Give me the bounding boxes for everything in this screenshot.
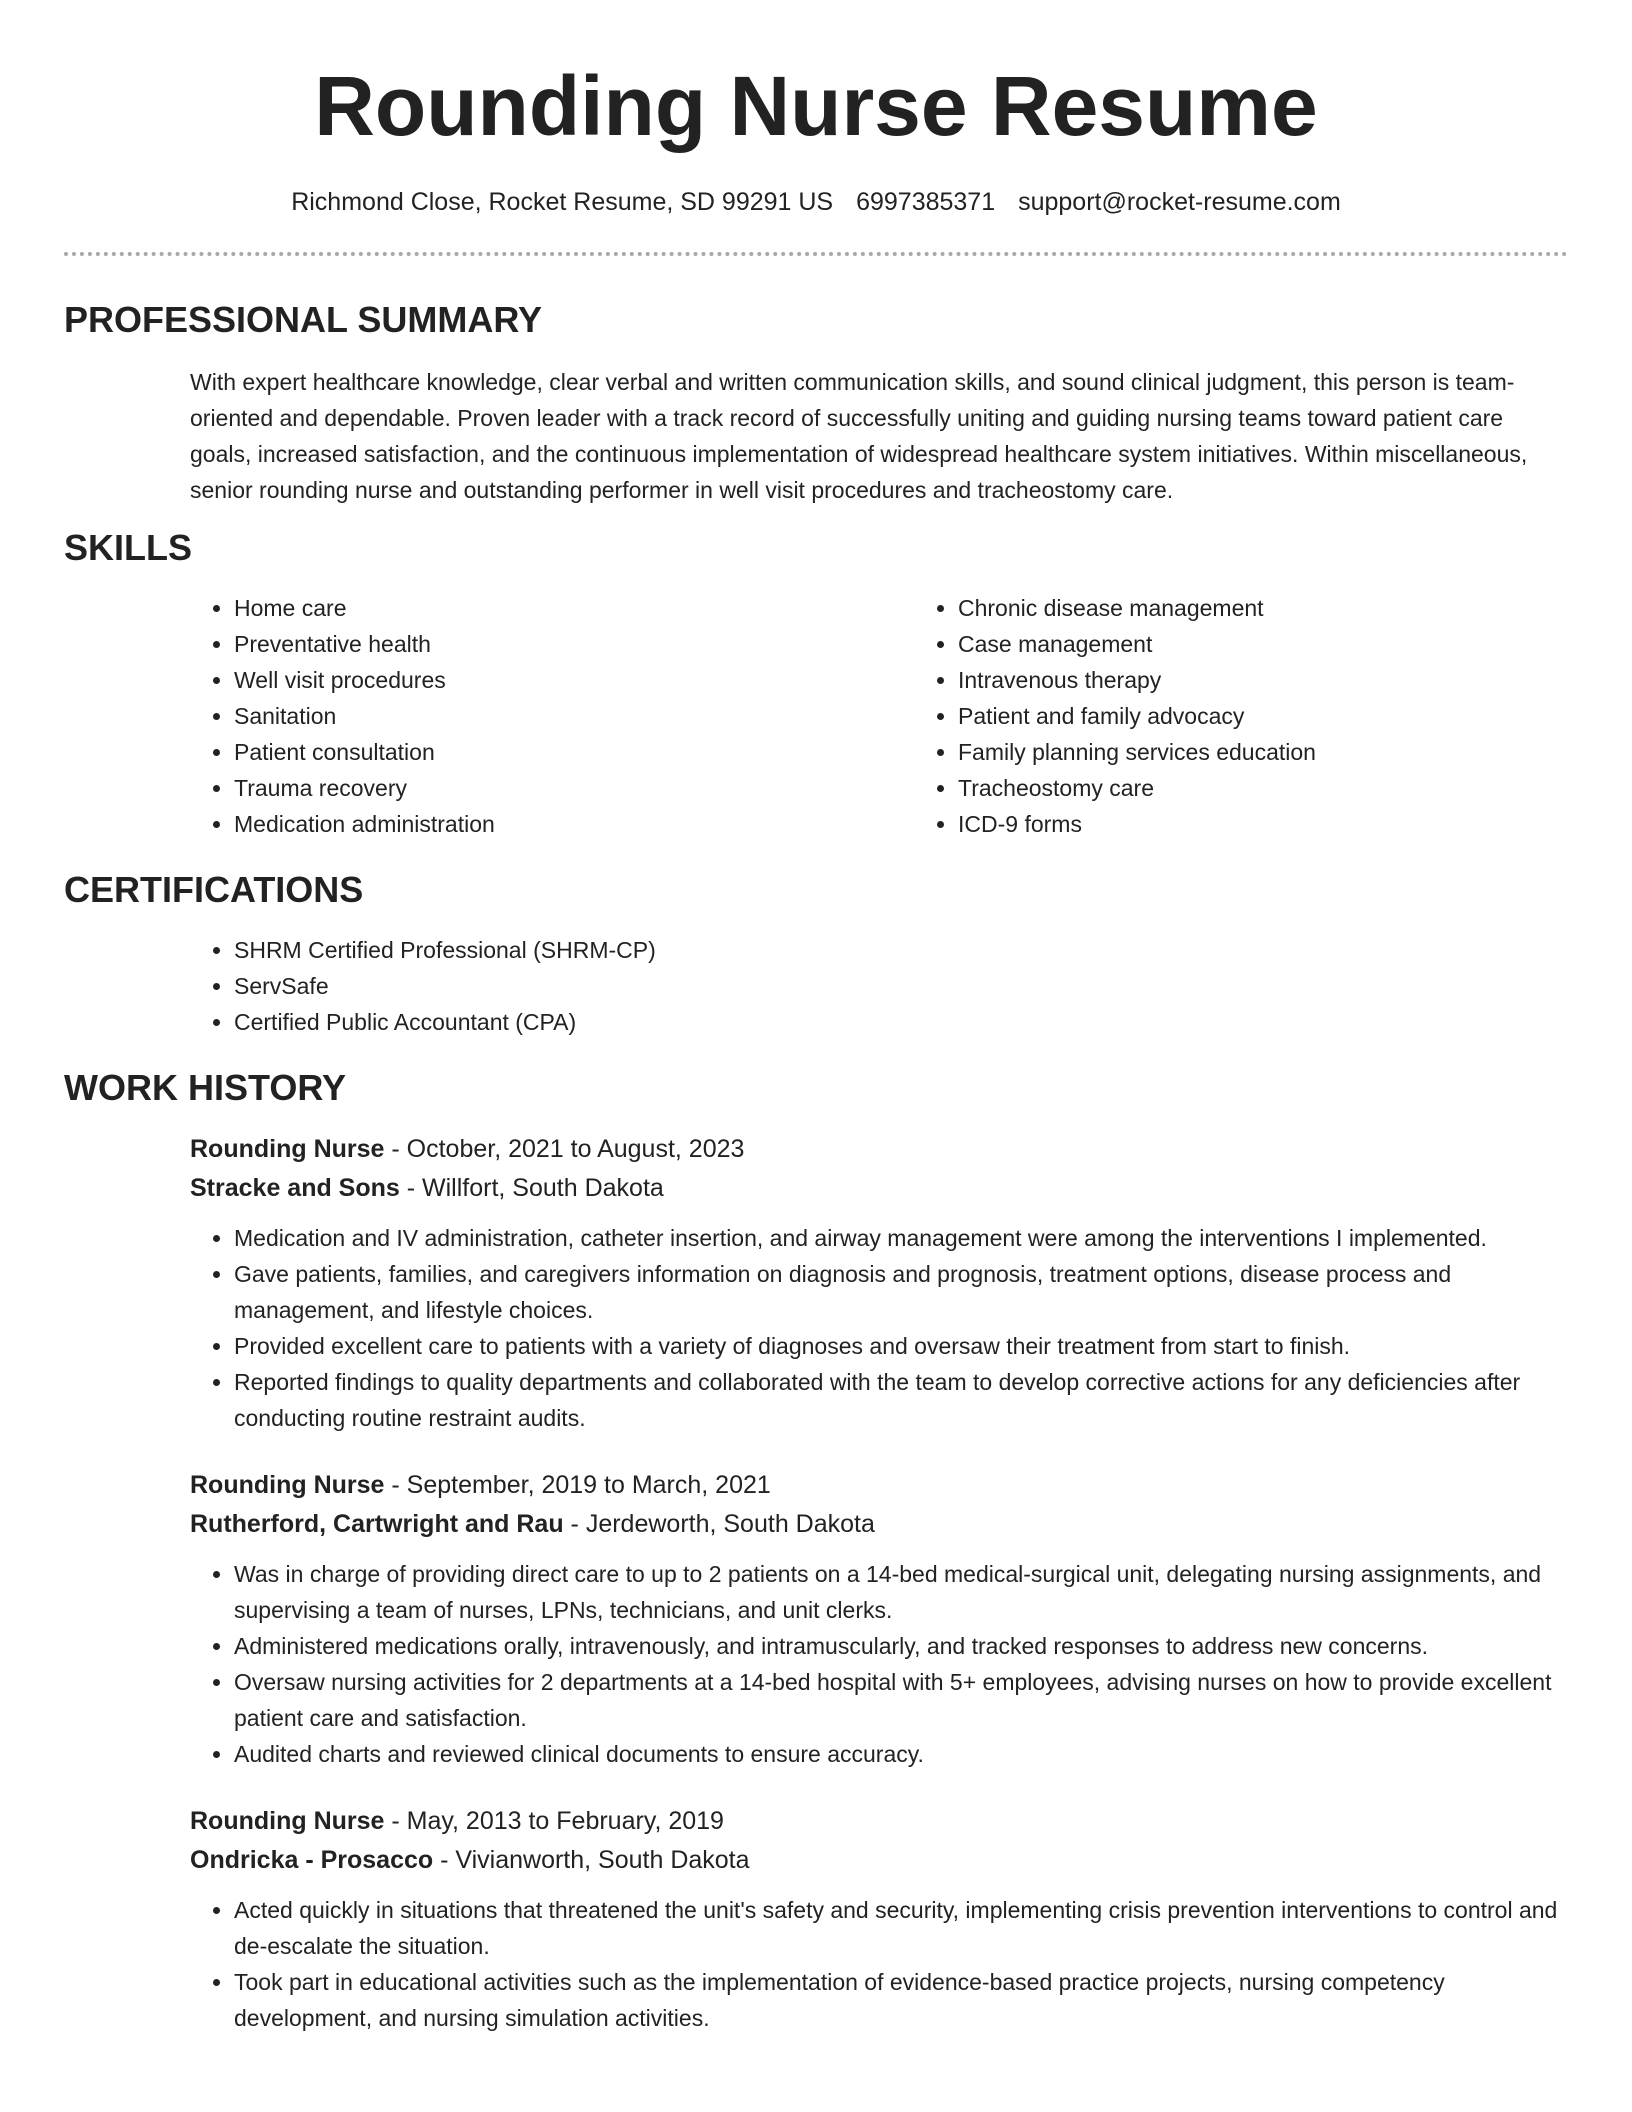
- job-duty: • Administered medications orally, intravenously, and intramuscularly, and tracked responses to address new concerns.: [234, 1628, 1568, 1664]
- skill-item: • Sanitation: [234, 698, 914, 734]
- job-entry: [190, 1130, 1568, 1436]
- skill-item: • Trauma recovery: [234, 770, 914, 806]
- skill-item: • Case management: [958, 626, 1632, 662]
- certification-item: • Certified Public Accountant (CPA): [234, 1004, 1568, 1040]
- skills-heading: SKILLS: [64, 527, 193, 568]
- job-company-line: [190, 1169, 1568, 1208]
- skills-columns: [190, 590, 1568, 842]
- job-duty: • Took part in educational activities such as the implementation of evidence-based practice projects, nursing competency development, and nursing simulation activities.: [234, 1964, 1568, 2036]
- skill-item: • Well visit procedures: [234, 662, 914, 698]
- job-dates: - October, 2021 to August, 2023: [384, 1135, 745, 1163]
- skill-item: • Preventative health: [234, 626, 914, 662]
- email: support@rocket-resume.com: [1018, 188, 1341, 216]
- skill-item: • Family planning services education: [958, 734, 1632, 770]
- job-location: - Jerdeworth, South Dakota: [563, 1510, 875, 1538]
- job-duty: • Audited charts and reviewed clinical documents to ensure accuracy.: [234, 1736, 1568, 1772]
- certification-item: • ServSafe: [234, 968, 1568, 1004]
- summary-text: With expert healthcare knowledge, clear verbal and written communication skills, and sound clinical judgment, this person is team-oriented and dependable. Proven leader with a track record of successfully uniting and guiding nursing teams toward patient care goals, increased satisfaction, and the continuous implementation of widespread healthcare system initiatives. Within miscellaneous, senior rounding nurse and outstanding performer in well visit procedures and tracheostomy care.: [190, 369, 1528, 503]
- skill-item: • Home care: [234, 590, 914, 626]
- address: Richmond Close, Rocket Resume, SD 99291 US: [291, 188, 834, 216]
- job-location: - Willfort, South Dakota: [399, 1174, 664, 1202]
- job-dates: - September, 2019 to March, 2021: [384, 1471, 771, 1499]
- job-company: Stracke and Sons: [190, 1174, 400, 1202]
- resume-title: Rounding Nurse Resume: [314, 59, 1318, 153]
- job-role: Rounding Nurse: [190, 1807, 385, 1835]
- work-history-heading: WORK HISTORY: [64, 1067, 347, 1108]
- job-duty: • Acted quickly in situations that threatened the unit's safety and security, implementing crisis prevention interventions to control and de-escalate the situation.: [234, 1892, 1568, 1964]
- job-duty: • Gave patients, families, and caregivers information on diagnosis and prognosis, treatment options, disease process and management, and lifestyle choices.: [234, 1256, 1568, 1328]
- contact-line: [64, 186, 1568, 218]
- job-company: Ondricka - Prosacco: [190, 1846, 434, 1874]
- job-company: Rutherford, Cartwright and Rau: [190, 1510, 564, 1538]
- job-duty: • Reported findings to quality departments and collaborated with the team to develop corrective actions for any deficiencies after conducting routine restraint audits.: [234, 1364, 1568, 1436]
- job-title-line: [190, 1130, 1568, 1169]
- job-role: Rounding Nurse: [190, 1135, 385, 1163]
- job-company-line: [190, 1505, 1568, 1544]
- job-entry: [190, 1802, 1568, 2036]
- phone: 6997385371: [856, 188, 996, 216]
- skill-item: • Intravenous therapy: [958, 662, 1632, 698]
- job-duty: • Was in charge of providing direct care to up to 2 patients on a 14-bed medical-surgical unit, delegating nursing assignments, and supervising a team of nurses, LPNs, technicians, and unit clerks.: [234, 1556, 1568, 1628]
- skills-right-list: [914, 590, 1632, 842]
- job-title-line: [190, 1466, 1568, 1505]
- skill-item: • Patient consultation: [234, 734, 914, 770]
- job-duty: • Oversaw nursing activities for 2 departments at a 14-bed hospital with 5+ employees, advising nurses on how to provide excellent patient care and satisfaction.: [234, 1664, 1568, 1736]
- job-title-line: [190, 1802, 1568, 1841]
- job-entry: [190, 1466, 1568, 1772]
- job-duty: • Provided excellent care to patients with a variety of diagnoses and oversaw their treatment from start to finish.: [234, 1328, 1568, 1364]
- job-dates: - May, 2013 to February, 2019: [384, 1807, 724, 1835]
- certifications-heading: CERTIFICATIONS: [64, 869, 364, 910]
- certifications-block: [190, 932, 1568, 1040]
- certification-item: • SHRM Certified Professional (SHRM-CP): [234, 932, 1568, 968]
- job-company-line: [190, 1841, 1568, 1880]
- job-duties-list: [190, 1220, 1568, 1436]
- job-location: - Vivianworth, South Dakota: [433, 1846, 750, 1874]
- job-duties-list: [190, 1892, 1568, 2036]
- skills-left-list: [190, 590, 914, 842]
- skill-item: • Chronic disease management: [958, 590, 1632, 626]
- header-divider: [64, 252, 1568, 256]
- certifications-list: [190, 932, 1568, 1040]
- skill-item: • Patient and family advocacy: [958, 698, 1632, 734]
- job-duties-list: [190, 1556, 1568, 1772]
- skill-item: • ICD-9 forms: [958, 806, 1632, 842]
- summary-heading: PROFESSIONAL SUMMARY: [64, 299, 543, 340]
- skill-item: • Tracheostomy care: [958, 770, 1632, 806]
- job-duty: • Medication and IV administration, catheter insertion, and airway management were among the interventions I implemented.: [234, 1220, 1568, 1256]
- skill-item: • Medication administration: [234, 806, 914, 842]
- job-role: Rounding Nurse: [190, 1471, 385, 1499]
